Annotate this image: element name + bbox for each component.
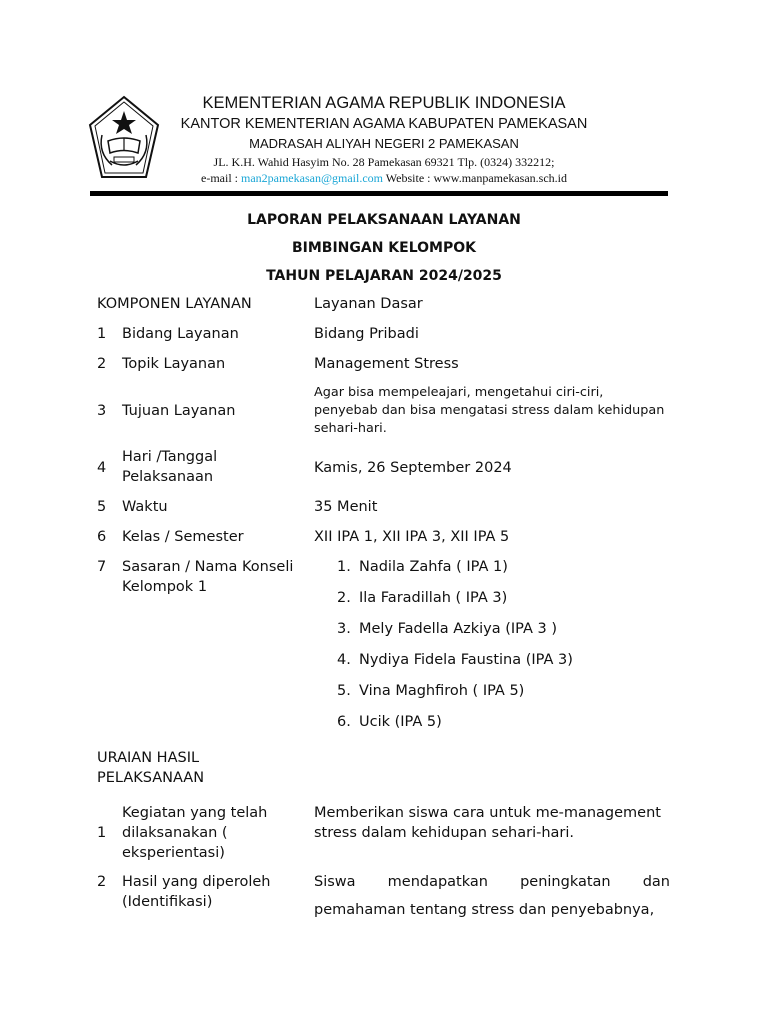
row-number: 7	[97, 559, 107, 575]
title-line-1: LAPORAN PELAKSANAAN LAYANAN	[247, 212, 521, 228]
list-item	[337, 588, 507, 608]
letterhead-divider	[90, 191, 668, 196]
email-link[interactable]: man2pamekasan@gmail.com	[240, 171, 383, 185]
row-number: 2	[97, 356, 107, 372]
website-text: Website : www.manpamekasan.sch.id	[383, 171, 567, 185]
row-value-topik: Management Stress	[314, 356, 459, 372]
konseli-name: Vina Maghfiroh ( IPA 5)	[359, 683, 525, 699]
row-value-kegiatan: Memberikan siswa cara untuk me-management stress dalam kehidupan sehari-hari.	[314, 805, 661, 841]
row-value-waktu: 35 Menit	[314, 499, 378, 515]
ministry-name: KEMENTERIAN AGAMA REPUBLIK INDONESIA	[202, 94, 566, 112]
list-number: 3.	[337, 621, 351, 637]
row-number: 1	[97, 326, 107, 342]
row-label-topik: Topik Layanan	[122, 356, 226, 372]
list-item	[337, 650, 573, 670]
list-item	[337, 619, 557, 639]
list-number: 4.	[337, 652, 351, 668]
row-number: 6	[97, 529, 107, 545]
contact-line	[150, 170, 618, 186]
list-item	[337, 557, 508, 577]
row-number: 1	[97, 825, 107, 841]
row-value-hasil-line2: pemahaman tentang stress dan penyebabnya,	[314, 902, 655, 918]
letterhead-text	[150, 92, 618, 186]
uraian-heading: URAIAN HASIL PELAKSANAAN	[97, 750, 205, 786]
report-title	[0, 206, 768, 290]
konseli-name: Nadila Zahfa ( IPA 1)	[359, 559, 508, 575]
row-number: 5	[97, 499, 107, 515]
list-item	[337, 681, 524, 701]
list-number: 1.	[337, 559, 351, 575]
school-address: JL. K.H. Wahid Hasyim No. 28 Pamekasan 69321 Tlp. (0324) 332212;	[213, 155, 555, 169]
komponen-value: Layanan Dasar	[314, 296, 423, 312]
list-number: 2.	[337, 590, 351, 606]
konseli-name: Ila Faradillah ( IPA 3)	[359, 590, 508, 606]
konseli-name: Ucik (IPA 5)	[359, 714, 442, 730]
title-line-3: TAHUN PELAJARAN 2024/2025	[266, 268, 502, 284]
komponen-label: KOMPONEN LAYANAN	[97, 296, 252, 312]
school-name: MADRASAH ALIYAH NEGERI 2 PAMEKASAN	[249, 136, 519, 151]
row-label-bidang: Bidang Layanan	[122, 326, 239, 342]
row-value-hasil-line1: Siswa mendapatkan peningkatan dan	[314, 874, 670, 890]
row-value-kelas: XII IPA 1, XII IPA 3, XII IPA 5	[314, 529, 510, 545]
row-label-tanggal: Hari /Tanggal Pelaksanaan	[122, 449, 218, 485]
row-label-tujuan: Tujuan Layanan	[122, 403, 236, 419]
row-number: 3	[97, 403, 107, 419]
row-label-hasil: Hasil yang diperoleh (Identifikasi)	[122, 874, 271, 910]
row-value-tujuan: Agar bisa mempeleajari, mengetahui ciri-ciri, penyebab dan bisa mengatasi stress dalam kehidupan sehari-hari.	[314, 385, 665, 436]
row-number: 4	[97, 460, 107, 476]
row-number: 2	[97, 874, 107, 890]
konseli-name: Mely Fadella Azkiya (IPA 3 )	[359, 621, 558, 637]
office-name: KANTOR KEMENTERIAN AGAMA KABUPATEN PAMEKASAN	[180, 116, 588, 132]
list-number: 5.	[337, 683, 351, 699]
konseli-name: Nydiya Fidela Faustina (IPA 3)	[359, 652, 573, 668]
row-label-sasaran: Sasaran / Nama Konseli Kelompok 1	[122, 559, 294, 595]
title-line-2: BIMBINGAN KELOMPOK	[291, 240, 476, 256]
row-label-kelas: Kelas / Semester	[122, 529, 244, 545]
list-item	[337, 712, 442, 732]
row-label-kegiatan: Kegiatan yang telah dilaksanakan ( eksperientasi)	[122, 805, 268, 861]
list-number: 6.	[337, 714, 351, 730]
row-value-tanggal: Kamis, 26 September 2024	[314, 460, 512, 476]
row-value-bidang: Bidang Pribadi	[314, 326, 419, 342]
email-label: e-mail :	[201, 171, 241, 185]
letterhead	[0, 0, 768, 200]
row-label-waktu: Waktu	[122, 499, 168, 515]
